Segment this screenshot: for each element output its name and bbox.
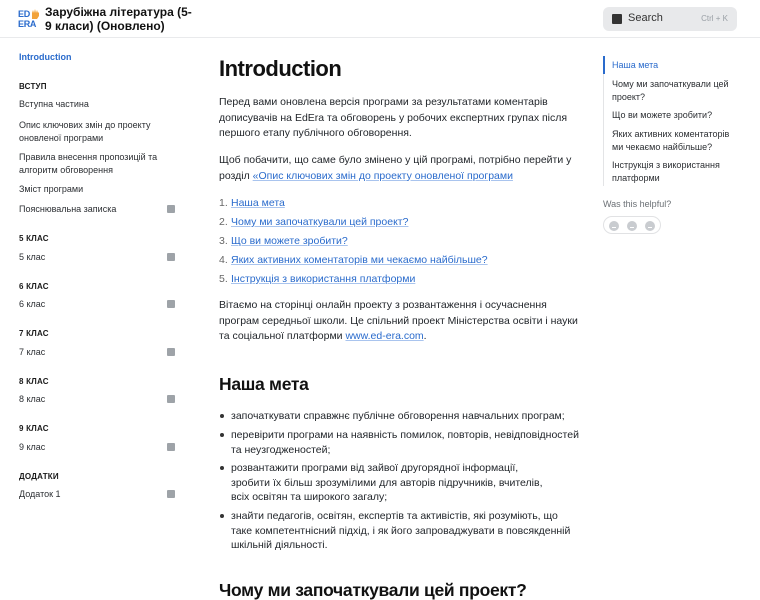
sidebar-heading-grade8: 8 КЛАС xyxy=(19,377,49,386)
raised-hand-icon xyxy=(30,8,40,20)
contents-item xyxy=(219,253,488,267)
sidebar-item-introduction[interactable]: Introduction xyxy=(19,52,72,62)
sidebar-item-contents[interactable]: Зміст програми xyxy=(19,184,84,194)
site-title[interactable]: Зарубіжна література (5-9 класи) (Оновлено) xyxy=(45,5,192,33)
sidebar-item-grade8[interactable]: 8 клас xyxy=(19,394,46,404)
contents-item xyxy=(219,234,348,248)
toc-item-what[interactable]: Що ви можете зробити? xyxy=(612,110,713,120)
sidebar-item-grade5[interactable]: 5 клас xyxy=(19,252,46,262)
logo-text-bottom: ERA xyxy=(18,19,37,29)
expand-icon[interactable] xyxy=(167,205,175,213)
toc-item-commentators[interactable]: Яких активних коментаторів ми чекаємо найбільше? xyxy=(612,129,730,152)
page-title: Introduction xyxy=(219,56,342,81)
toc-item-instructions[interactable]: Інструкція з використання платформи xyxy=(612,160,720,183)
goal-bullet: знайти педагогів, освітян, експертів та активістів, які розуміють, що таке компетентнісний підхід, і як його запроваджувати в повсякденній шкільній діяльності. xyxy=(219,509,579,553)
sidebar-item-grade9[interactable]: 9 клас xyxy=(19,442,46,452)
welcome-end: . xyxy=(423,330,427,342)
sidebar-item-explanatory-note[interactable]: Пояснювальна записка xyxy=(19,204,117,214)
search-button[interactable] xyxy=(603,7,737,31)
sidebar-item-intro-part[interactable]: Вступна частина xyxy=(19,99,89,109)
feedback-faces xyxy=(603,216,661,234)
sidebar-heading-grade9: 9 КЛАС xyxy=(19,424,49,433)
sad-face-icon[interactable] xyxy=(609,221,619,231)
sidebar-item-rules[interactable]: Правила внесення пропозицій та алгоритм обговорення xyxy=(19,152,158,175)
why-heading: Чому ми започаткували цей проект? xyxy=(219,580,527,600)
contents-item xyxy=(219,272,415,286)
top-header xyxy=(0,0,760,38)
toc-item-goal[interactable]: Наша мета xyxy=(612,60,659,70)
edera-logo[interactable] xyxy=(18,9,40,31)
helpful-question: Was this helpful? xyxy=(603,199,672,209)
expand-icon[interactable] xyxy=(167,348,175,356)
contents-link-goal[interactable]: Наша мета xyxy=(231,197,285,209)
goal-heading: Наша мета xyxy=(219,374,309,394)
welcome-paragraph xyxy=(219,298,579,345)
changes-text: Щоб побачити, що саме було змінено у цій програмі, потрібно перейти у розділ xyxy=(219,154,572,182)
contents-item xyxy=(219,215,408,229)
welcome-text: Вітаємо на сторінці онлайн проекту з розвантаження і осучаснення програм середньої школи. Це спільний проект Міністерства освіти і науки та соціальної платформи xyxy=(219,299,578,342)
toc-active-indicator xyxy=(603,56,605,74)
intro-paragraph: Перед вами оновлена версія програми за результатами коментарів дописувачів на EdEra та обговорень у робочих експертних групах після першого етапу публічного обговорення. xyxy=(219,96,568,139)
neutral-face-icon[interactable] xyxy=(627,221,637,231)
happy-face-icon[interactable] xyxy=(645,221,655,231)
changes-paragraph xyxy=(219,153,579,184)
key-changes-link[interactable]: «Опис ключових змін до проекту оновленої програми xyxy=(252,169,513,182)
edera-link[interactable]: www.ed-era.com xyxy=(345,330,424,342)
goal-bullet: започаткувати справжнє публічне обговорення навчальних програм; xyxy=(219,409,579,424)
contents-item xyxy=(219,196,285,210)
logo-text-top: ED xyxy=(18,9,30,19)
sidebar-item-key-changes[interactable]: Опис ключових змін до проекту оновленої програми xyxy=(19,120,151,143)
sidebar-item-grade6[interactable]: 6 клас xyxy=(19,299,46,309)
contents-num: 3. xyxy=(219,235,228,247)
sidebar-heading-intro: ВСТУП xyxy=(19,82,47,91)
contents-link-commentators[interactable]: Яких активних коментаторів ми чекаємо найбільше? xyxy=(231,254,488,266)
sidebar-item-grade7[interactable]: 7 клас xyxy=(19,347,46,357)
search-shortcut: Ctrl + K xyxy=(701,14,728,23)
contents-link-what[interactable]: Що ви можете зробити? xyxy=(231,235,348,247)
goal-bullet: перевірити програми на наявність помилок, повторів, невідповідностей та неузгодженостей; xyxy=(219,428,581,457)
expand-icon[interactable] xyxy=(167,490,175,498)
contents-num: 1. xyxy=(219,197,228,209)
table-of-contents xyxy=(603,56,743,186)
sidebar-heading-grade6: 6 КЛАС xyxy=(19,282,49,291)
toc-item-why[interactable]: Чому ми започаткували цей проект? xyxy=(612,79,729,102)
contents-link-why[interactable]: Чому ми започаткували цей проект? xyxy=(231,216,409,228)
contents-link-instructions[interactable]: Інструкція з використання платформи xyxy=(231,273,416,285)
contents-num: 4. xyxy=(219,254,228,266)
expand-icon[interactable] xyxy=(167,443,175,451)
contents-num: 2. xyxy=(219,216,228,228)
goal-bullet: розвантажити програми від зайвої другорядної інформації, зробити їх більш зрозумілими для авторів підручників, вчителів, всіх освітян та широкого загалу; xyxy=(219,461,559,505)
expand-icon[interactable] xyxy=(167,253,175,261)
search-label: Search xyxy=(628,12,663,24)
expand-icon[interactable] xyxy=(167,395,175,403)
search-icon xyxy=(612,14,622,24)
sidebar-item-appendix1[interactable]: Додаток 1 xyxy=(19,489,61,499)
expand-icon[interactable] xyxy=(167,300,175,308)
sidebar-heading-grade7: 7 КЛАС xyxy=(19,329,49,338)
sidebar-heading-appendix: ДОДАТКИ xyxy=(19,472,59,481)
contents-num: 5. xyxy=(219,273,228,285)
sidebar-heading-grade5: 5 КЛАС xyxy=(19,234,49,243)
sidebar-nav xyxy=(0,38,195,600)
